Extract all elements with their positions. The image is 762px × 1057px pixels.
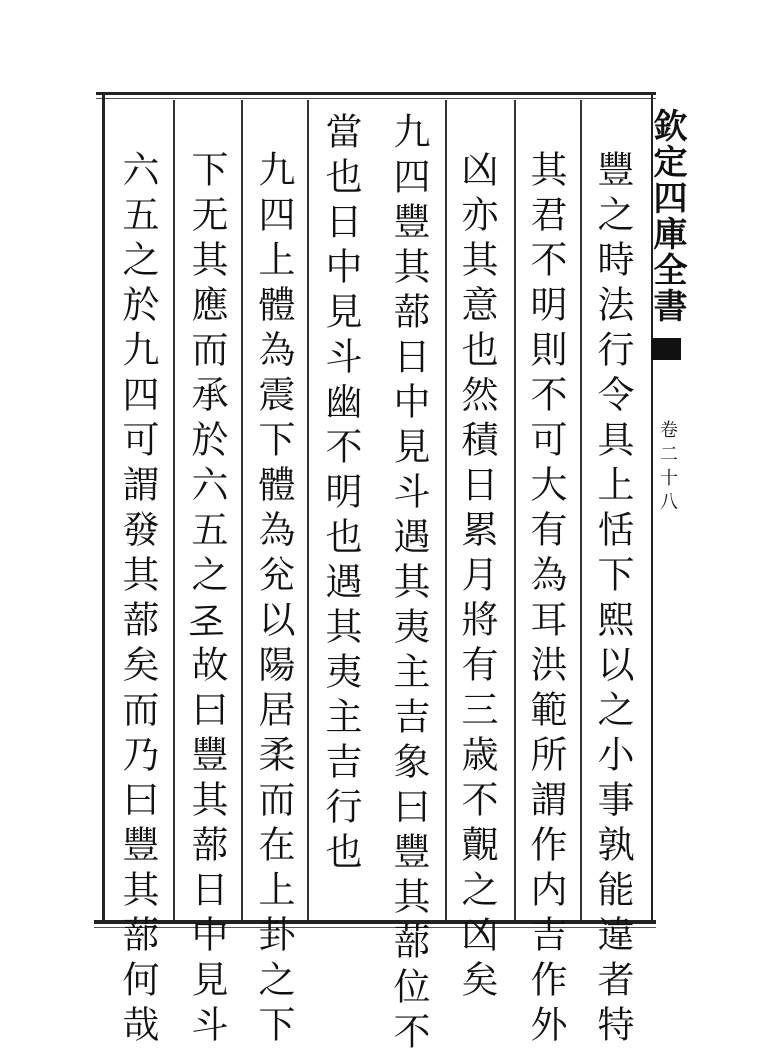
text-column-7: 下无其應而承於六五之𢀖故曰豐其蔀日中見斗 [185, 150, 228, 1050]
column-rule [307, 100, 309, 920]
text-column-5: 當也日中見斗幽不明也遇其夷主吉行也 [319, 112, 362, 877]
frame-top-border [96, 92, 656, 95]
text-column-6: 九四上體為震下體為兊以陽居柔而在上卦之下 [252, 150, 295, 1050]
margin-volume-label: 卷二十八 [657, 420, 678, 516]
column-rule [241, 100, 243, 920]
text-column-1: 豐之時法行令具上恬下熙以之小事孰能違者特 [591, 150, 634, 1050]
column-rule [514, 100, 516, 920]
text-column-2: 其君不明則不可大有為耳洪範所謂作内吉作外 [524, 150, 567, 1050]
frame-top-border-inner [96, 98, 656, 99]
frame-bottom-border [94, 920, 656, 924]
column-rule [445, 100, 447, 920]
text-column-4: 九四豐其蔀日中見斗遇其夷主吉象曰豐其蔀位不 [387, 112, 430, 1057]
text-column-3: 凶亦其意也然積日累月將有三歳不覿之凶矣 [455, 150, 498, 1005]
frame-bottom-border-inner [94, 927, 656, 928]
column-rule [580, 100, 582, 920]
frame-left-border [102, 94, 105, 924]
column-rule [173, 100, 175, 920]
text-column-8: 六五之於九四可謂發其蔀矣而乃曰豐其蔀何哉 [116, 150, 159, 1050]
margin-book-title: 欽定四庫全書 [647, 108, 687, 324]
margin-fishtail-mark [651, 338, 681, 360]
